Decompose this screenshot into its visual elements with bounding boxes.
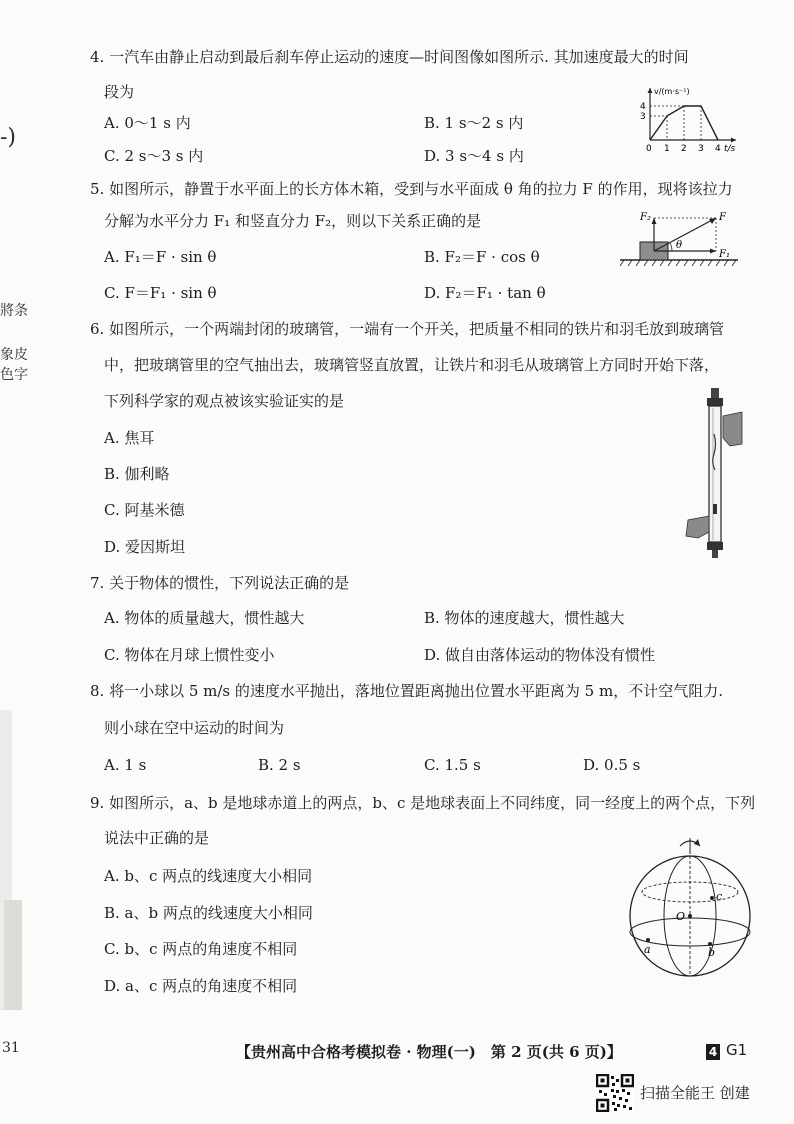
q4-xtick-2: 2 (681, 144, 687, 154)
q6-bottom-cap (707, 542, 723, 550)
q4-xtick-1: 1 (664, 144, 670, 154)
q4-option-b: B. 1 s～2 s 内 (424, 114, 524, 132)
q4-ytick-3: 3 (640, 112, 646, 122)
q8-option-b: B. 2 s (258, 756, 301, 774)
q9-option-a: A. b、c 两点的线速度大小相同 (104, 867, 313, 885)
q6-option-d: D. 爱因斯坦 (104, 538, 186, 556)
q5-stem-line1: 5. 如图所示，静置于水平面上的长方体木箱，受到与水平面成 θ 角的拉力 F 的作用，现将该拉力 (90, 180, 733, 198)
margin-text-2: 象皮 (0, 347, 28, 363)
q4-xtick-4: 4 (715, 144, 721, 154)
q6-iron-piece (713, 504, 717, 514)
q5-ground-hatch (620, 260, 736, 266)
page-badge: 4 (706, 1044, 720, 1060)
q5-stem-line2: 分解为水平分力 F₁ 和竖直分力 F₂，则以下关系正确的是 (104, 212, 482, 230)
q5-f2-label: F₂ (640, 212, 651, 223)
q6-glass-tube-figure (684, 386, 744, 562)
q5-option-c: C. F＝F₁ · sin θ (104, 284, 217, 302)
q4-stem-line2: 段为 (104, 83, 135, 101)
q5-force-f (654, 218, 716, 251)
q6-option-b: B. 伽利略 (104, 465, 170, 483)
qr-code-icon (596, 1074, 634, 1112)
q7-option-d: D. 做自由落体运动的物体没有惯性 (424, 646, 656, 664)
q9-label-b: b (708, 946, 716, 959)
margin-shading-dark (4, 900, 22, 1010)
q9-earth-figure (628, 832, 752, 992)
q8-stem-line1: 8. 将一小球以 5 m/s 的速度水平抛出，落地位置距离抛出位置水平距离为 5 m，不计空气阻力. (90, 682, 723, 700)
q9-point-c (710, 896, 714, 900)
q9-option-d: D. a、c 两点的角速度不相同 (104, 977, 298, 995)
q9-point-a (646, 938, 650, 942)
q8-stem-line2: 则小球在空中运动的时间为 (104, 719, 285, 737)
q5-force-f1-arrow (710, 249, 716, 254)
q6-top-cap (707, 398, 723, 406)
q5-option-b: B. F₂＝F · cos θ (424, 248, 540, 266)
q5-option-a: A. F₁＝F · sin θ (104, 248, 217, 266)
q5-force-diagram (618, 206, 740, 270)
q4-option-a: A. 0～1 s 内 (104, 114, 191, 132)
margin-bottom-code: 31 (2, 1040, 20, 1056)
q6-stem-line2: 中，把玻璃管里的空气抽出去，玻璃管竖直放置，让铁片和羽毛从玻璃管上方同时开始下落， (104, 356, 720, 374)
q6-bottom-knob (712, 550, 718, 558)
q4-x-label: t/s (724, 144, 736, 154)
q5-force-f2-arrow (652, 218, 657, 224)
q4-xtick-3: 3 (698, 144, 704, 154)
q8-option-d: D. 0.5 s (583, 756, 641, 774)
q6-stem-line1: 6. 如图所示，一个两端封闭的玻璃管，一端有一个开关，把质量不相同的铁片和羽毛放到玻璃管 (90, 320, 725, 338)
q6-top-valve (711, 388, 719, 398)
margin-bracket: -) (0, 125, 17, 150)
q5-theta-label: θ (676, 240, 683, 251)
q7-option-b: B. 物体的速度越大，惯性越大 (424, 609, 625, 627)
q8-option-a: A. 1 s (104, 756, 147, 774)
q5-f-label: F (719, 212, 726, 223)
q6-upper-hand (723, 412, 742, 446)
q4-y-arrow (648, 88, 653, 93)
q7-option-a: A. 物体的质量越大，惯性越大 (104, 609, 305, 627)
q6-lower-hand (686, 516, 709, 538)
margin-text-3: 色字 (0, 367, 28, 383)
q4-x-arrow (731, 138, 736, 143)
q7-option-c: C. 物体在月球上惯性变小 (104, 646, 275, 664)
q6-option-c: C. 阿基米德 (104, 501, 185, 519)
page-footer-title: 【贵州高中合格考模拟卷 · 物理(一) 第 2 页(共 6 页)】 (236, 1043, 622, 1061)
q6-stem-line3: 下列科学家的观点被该实验证实的是 (104, 392, 345, 410)
q6-glass-tube (709, 406, 721, 542)
q4-ytick-4: 4 (640, 102, 646, 112)
q4-stem-line1: 4. 一汽车由静止启动到最后刹车停止运动的速度—时间图像如图所示. 其加速度最大的时间 (90, 48, 689, 66)
q9-center-point (688, 914, 692, 918)
q4-xtick-0: 0 (646, 144, 652, 154)
q9-label-o: O (676, 910, 686, 923)
page-code: G1 (726, 1041, 748, 1059)
q5-option-d: D. F₂＝F₁ · tan θ (424, 284, 546, 302)
q5-f1-label: F₁ (719, 249, 730, 260)
q4-option-d: D. 3 s～4 s 内 (424, 147, 524, 165)
q4-vt-graph (636, 84, 740, 156)
scanner-watermark-label: 扫描全能王 创建 (640, 1084, 750, 1102)
q9-stem-line2: 说法中正确的是 (104, 829, 210, 847)
q5-angle-arc (670, 243, 672, 251)
q4-y-label: v/(m·s⁻¹) (654, 87, 690, 96)
q7-stem: 7. 关于物体的惯性，下列说法正确的是 (90, 574, 350, 592)
margin-text-1: 將条 (0, 303, 28, 319)
q9-option-b: B. a、b 两点的线速度大小相同 (104, 904, 313, 922)
q9-stem-line1: 9. 如图所示，a、b 是地球赤道上的两点，b、c 是地球表面上不同纬度，同一经度上的两个点，下列 (90, 794, 756, 812)
q9-option-c: C. b、c 两点的角速度不相同 (104, 940, 298, 958)
q9-label-a: a (644, 943, 651, 956)
q8-option-c: C. 1.5 s (424, 756, 481, 774)
q9-label-c: c (716, 890, 723, 903)
q4-option-c: C. 2 s～3 s 内 (104, 147, 204, 165)
q6-option-a: A. 焦耳 (104, 429, 155, 447)
